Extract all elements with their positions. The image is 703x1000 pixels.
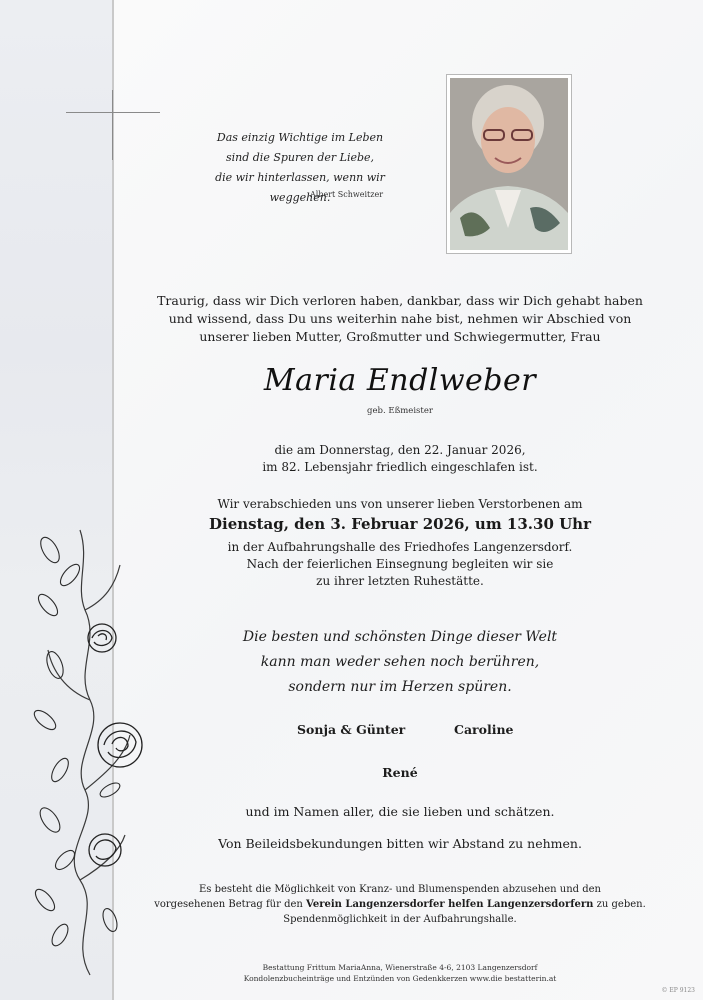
donation-line-1: Es besteht die Möglichkeit von Kranz- und Blumenspenden abzusehen und den <box>198 884 601 895</box>
death-notice <box>140 442 660 476</box>
mourner-rene: René <box>382 765 418 780</box>
donation-association: Verein Langenzersdorfer helfen Langenzersdorfern <box>306 899 594 910</box>
funeral-intro: Wir verabschieden uns von unserer lieben Verstorbenen am <box>217 497 583 511</box>
bottom-quote-line-2: kann man weder sehen noch berühren, <box>260 654 540 670</box>
funeral-date: Dienstag, den 3. Februar 2026, um 13.30 Uhr <box>208 515 591 533</box>
document-code: © EP 9123 <box>661 987 695 994</box>
deceased-name: Maria Endlweber <box>263 363 537 398</box>
cross-horizontal <box>66 112 160 113</box>
portrait-frame <box>446 74 572 254</box>
footer-line-2: Kondolenzbucheinträge und Entzünden von Gedenkkerzen www.die bestatterin.at <box>243 974 557 983</box>
portrait-photo <box>450 78 568 250</box>
funeral-home-footer <box>140 962 660 984</box>
death-line-1: die am Donnerstag, den 22. Januar 2026, <box>274 443 526 457</box>
birth-name: geb. Eßmeister <box>367 406 433 416</box>
top-quote-line-3: die wir hinterlassen, wenn wir weggehen. <box>215 171 385 204</box>
donation-line-3: Spendenmöglichkeit in der Aufbahrungshalle. <box>283 914 517 925</box>
top-quote-line-2: sind die Spuren der Liebe, <box>225 151 375 164</box>
intro-line-3: unserer lieben Mutter, Großmutter und Schwiegermutter, Frau <box>199 329 601 344</box>
in-the-name-of-all: und im Namen aller, die sie lieben und schätzen. <box>245 804 555 819</box>
donation-line-2-post: zu geben. <box>593 899 646 910</box>
mourner-sonja-guenter: Sonja & Günter <box>297 722 406 737</box>
rose-vine-ornament <box>30 520 150 980</box>
footer-line-1: Bestattung Frittum MariaAnna, Wienerstraße 4-6, 2103 Langenzersdorf <box>262 963 538 972</box>
funeral-line-3: zu ihrer letzten Ruhestätte. <box>316 574 484 588</box>
condolence-note: Von Beileidsbekundungen bitten wir Abstand zu nehmen. <box>218 836 582 851</box>
funeral-line-2: Nach der feierlichen Einsegnung begleiten wir sie <box>246 557 554 571</box>
donation-line-2 <box>140 897 660 912</box>
mourner-caroline: Caroline <box>454 722 514 737</box>
bottom-quote <box>140 625 660 700</box>
donation-line-2-pre: vorgesehenen Betrag für den <box>154 899 307 910</box>
intro-line-1: Traurig, dass wir Dich verloren haben, dankbar, dass wir Dich gehabt haben <box>157 293 643 308</box>
donation-info <box>140 882 660 927</box>
funeral-line-1: in der Aufbahrungshalle des Friedhofes Langenzersdorf. <box>227 540 573 554</box>
intro-line-2: und wissend, dass Du uns weiterhin nahe bist, nehmen wir Abschied von <box>168 311 632 326</box>
portrait-silhouette <box>450 78 568 250</box>
top-quote-author: Albert Schweitzer <box>310 190 384 199</box>
cross-vertical <box>112 90 113 160</box>
bottom-quote-line-3: sondern nur im Herzen spüren. <box>288 679 512 695</box>
top-quote-line-1: Das einzig Wichtige im Leben <box>216 131 384 144</box>
funeral-details <box>140 539 660 590</box>
death-line-2: im 82. Lebensjahr friedlich eingeschlafen ist. <box>262 460 538 474</box>
bottom-quote-line-1: Die besten und schönsten Dinge dieser Welt <box>242 629 558 645</box>
intro-text <box>140 292 660 346</box>
